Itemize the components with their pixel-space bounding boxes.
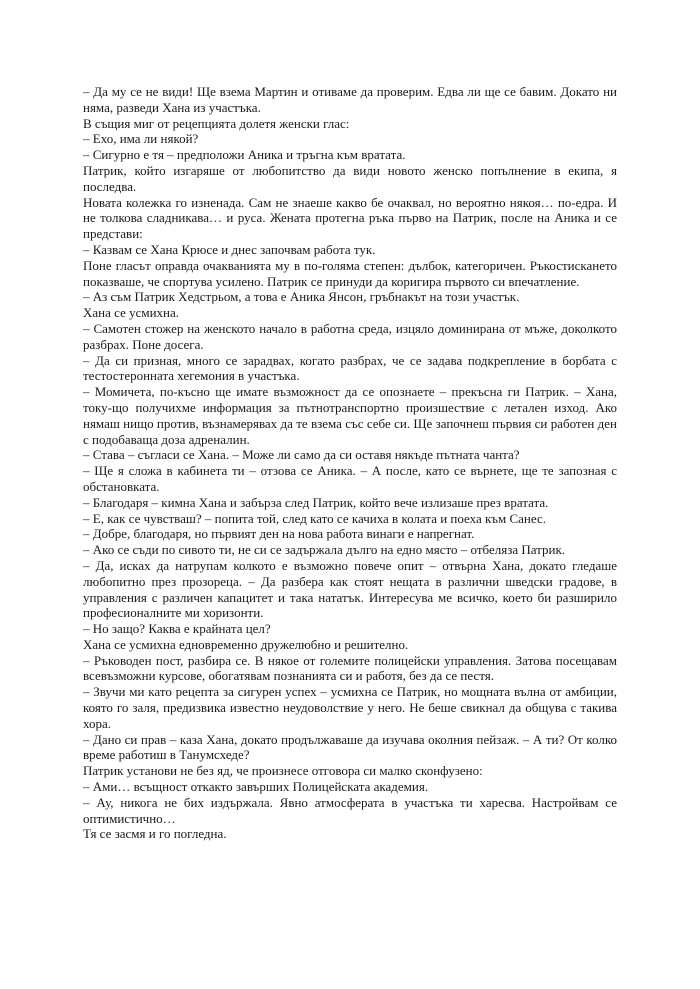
- paragraph: Патрик, който изгаряше от любопитство да види новото женско попълнение в екипа, я последва.: [83, 162, 617, 194]
- paragraph: – Дано си прав – каза Хана, докато продължаваше да изучава околния пейзаж. – А ти? От колко време работиш в Танумсхеде?: [83, 731, 617, 763]
- document-body: [83, 84, 617, 842]
- paragraph: Хана се усмихна.: [83, 305, 180, 321]
- paragraph: – Е, как се чувстваш? – попита той, след като се качиха в колата и поеха към Санес.: [83, 510, 547, 526]
- paragraph: – Но защо? Каква е крайната цел?: [83, 621, 271, 637]
- paragraph: – Момичета, по-късно ще имате възможност да се опознаете – прекъсна ги Патрик. – Хана, току-що получихме информация за пътнотранспортно произшествие с летален изход. Ако нямаш нищо против, възнамерявах да те взема със себе си. Ще започнеш първия си работен ден с подобаваща доза адреналин.: [83, 384, 617, 447]
- paragraph: – Звучи ми като рецепта за сигурен успех – усмихна се Патрик, но мощната вълна от амбиции, която го заля, предизвика известно неудоволствие у него. Не беше свикнал да общува с такива хора.: [83, 684, 617, 731]
- paragraph: – Самотен стожер на женското начало в работна среда, изцяло доминирана от мъже, доколкото разбрах. Поне досега.: [83, 320, 617, 352]
- paragraph: – Ами… всъщност откакто завърших Полицейската академия.: [83, 779, 429, 795]
- paragraph: Патрик установи не без яд, че произнесе отговора си малко сконфузено:: [83, 763, 483, 779]
- paragraph: – Ръководен пост, разбира се. В някое от големите полицейски управления. Затова посещавам всевъзможни курсове, обогатявам познанията си и работя, без да се пестя.: [83, 652, 617, 684]
- paragraph: Поне гласът оправда очакванията му в по-голяма степен: дълбок, категоричен. Ръкостискането показваше, че спортува усилено. Патрик се принуди да коригира първото си впечатление.: [83, 257, 617, 289]
- paragraph: – Ау, никога не бих издържала. Явно атмосферата в участъка ти харесва. Настройвам се оптимистично…: [83, 794, 617, 826]
- paragraph: – Ще я сложа в кабинета ти – отзова се Аника. – А после, като се върнете, ще те запозная с обстановката.: [83, 463, 617, 494]
- paragraph: – Да му се не види! Ще взема Мартин и отиваме да проверим. Едва ли ще се бавим. Докато ни няма, разведи Хана из участъка.: [83, 84, 617, 115]
- paragraph: – Става – съгласи се Хана. – Може ли само да си оставя някъде пътната чанта?: [83, 447, 520, 463]
- paragraph: – Да, исках да натрупам колкото е възможно повече опит – отвърна Хана, докато гледаше любопитно през прозореца. – Да разбера как стоят нещата в различни шведски градове, в управления с различен капацитет и така нататък. Интересува ме всичко, което би разширило професионалните ми хоризонти.: [83, 557, 617, 621]
- paragraph: – Казвам се Хана Крюсе и днес започвам работа тук.: [83, 241, 376, 257]
- paragraph: – Ехо, има ли някой?: [83, 131, 199, 147]
- paragraph: Новата колежка го изненада. Сам не знаеше какво бе очаквал, но вероятно някоя… по-едра. И не толкова сладникава… и руса. Жената протегна ръка първо на Патрик, после на Аника и се представи:: [83, 194, 617, 242]
- paragraph: – Сигурно е тя – предположи Аника и тръгна към вратата.: [83, 147, 406, 163]
- paragraph: – Благодаря – кимна Хана и забърза след Патрик, който вече излизаше през вратата.: [83, 494, 549, 510]
- paragraph: – Да си призная, много се зарадвах, когато разбрах, че се задава подкрепление в борбата с тестостеронната хегемония в участъка.: [83, 352, 617, 384]
- paragraph: Тя се засмя и го погледна.: [83, 826, 227, 842]
- paragraph: – Ако се съди по сивото ти, не си се задържала дълго на едно място – отбеляза Патрик.: [83, 542, 566, 558]
- paragraph: В същия миг от рецепцията долетя женски глас:: [83, 115, 350, 131]
- paragraph: – Добре, благодаря, но първият ден на нова работа винаги е напрегнат.: [83, 526, 475, 542]
- paragraph: Хана се усмихна едновременно дружелюбно и решително.: [83, 636, 409, 652]
- paragraph: – Аз съм Патрик Хедстрьом, а това е Аника Янсон, гръбнакът на този участък.: [83, 289, 520, 305]
